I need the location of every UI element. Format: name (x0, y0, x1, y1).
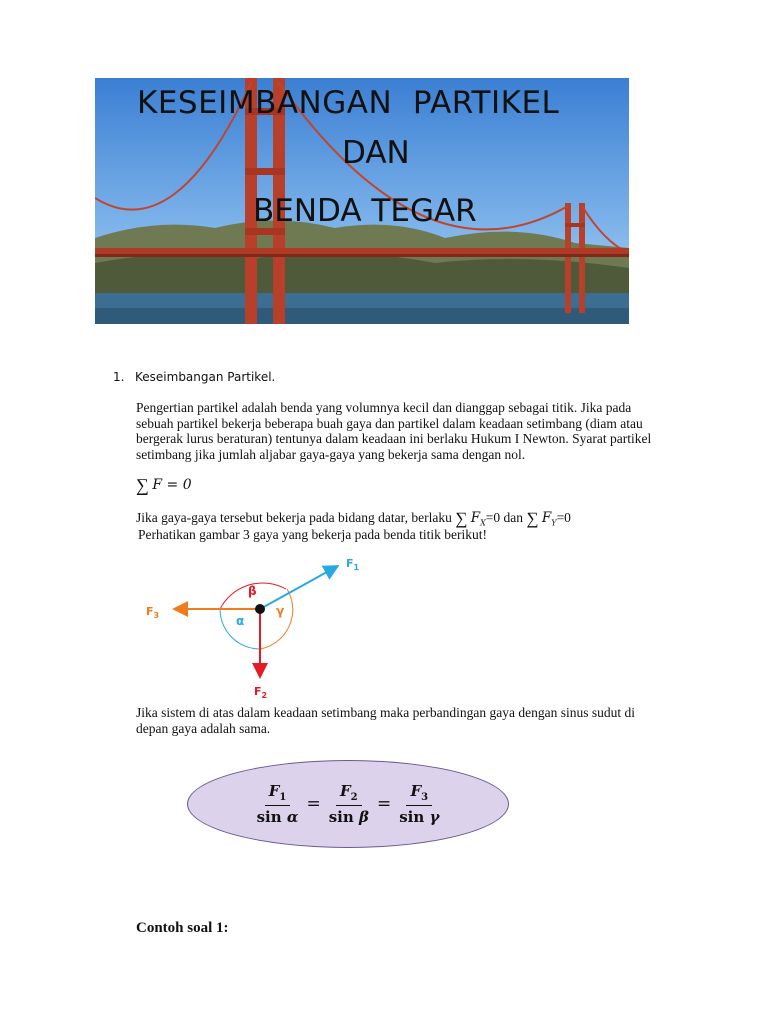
d2: sin (328, 808, 354, 826)
n2: F (340, 782, 351, 800)
f2-label: F (254, 685, 262, 698)
f1-label: F (346, 557, 354, 570)
banner-title-line-3: BENDA TEGAR (253, 193, 477, 229)
sigma-symbol: ∑ (455, 509, 468, 528)
d1: sin (256, 808, 282, 826)
f3-sub: 3 (153, 611, 160, 620)
equation-expression: F = 0 (152, 477, 192, 493)
equals-sign: = (376, 794, 392, 814)
gamma-label: γ (276, 604, 285, 618)
fy-rest: =0 (556, 510, 571, 525)
example-heading: Contoh soal 1: (136, 920, 229, 936)
fy-sub: Y (551, 518, 557, 528)
banner-title-line-1: KESEIMBANGAN PARTIKEL (137, 85, 560, 121)
fraction-f3 (399, 782, 439, 826)
d3: sin (399, 808, 425, 826)
fx-rest: =0 (485, 510, 501, 525)
paragraph-sine-rule: Jika sistem di atas dalam keadaan setimbang maka perbandingan gaya dengan sinus sudut di depan gaya adalah sama. (136, 705, 635, 736)
f1-sub: 1 (353, 563, 360, 572)
lami-formula (188, 761, 508, 847)
formula-oval (187, 760, 509, 848)
fy-var: F (541, 510, 552, 526)
and-word: dan (503, 510, 524, 525)
particle-point (255, 604, 265, 614)
n1-sub: 1 (279, 792, 287, 803)
n3: F (410, 782, 422, 800)
n1: F (268, 782, 280, 800)
fx-var: F (470, 510, 481, 526)
n2-sub: 2 (350, 792, 358, 803)
paragraph-definition: Pengertian partikel adalah benda yang volumnya kecil dan dianggap sebagai titik. Jika pada sebuah partikel bekerja beberapa buah gaya dan partikel dalam keadaan setimbang (diam atau bergerak lurus beraturan) tentunya dalam keadaan ini berlaku Hukum I Newton. Syarat partikel setimbang jika jumlah aljabar gaya-gaya yang bekerja sama dengan nol. (136, 400, 652, 462)
d3-var: γ (429, 808, 440, 826)
f2-sub: 2 (261, 691, 268, 700)
banner-title-line-2: DAN (342, 135, 410, 171)
d1-var: α (286, 808, 299, 826)
d2-var: β (358, 808, 369, 826)
fraction-f1 (257, 782, 299, 826)
section-number: 1. (113, 370, 125, 384)
paragraph-see-figure: Perhatikan gambar 3 gaya yang bekerja pada benda titik berikut! (138, 527, 487, 542)
alpha-label: α (236, 614, 245, 628)
section-title: Keseimbangan Partikel. (135, 370, 276, 384)
f3-label: F (146, 605, 154, 618)
plane-condition-text: Jika gaya-gaya tersebut bekerja pada bidang datar, berlaku (136, 510, 452, 525)
force-diagram (136, 547, 368, 703)
title-banner (95, 78, 629, 324)
equals-sign: = (306, 794, 321, 814)
beta-label: β (248, 584, 257, 598)
equation-sum-force (136, 475, 192, 496)
fraction-f2 (329, 782, 369, 826)
section-heading (113, 370, 275, 384)
sigma-symbol: ∑ (526, 509, 539, 528)
n3-sub: 3 (421, 792, 429, 803)
fx-sub: X (480, 518, 486, 528)
sigma-symbol: ∑ (136, 475, 149, 495)
